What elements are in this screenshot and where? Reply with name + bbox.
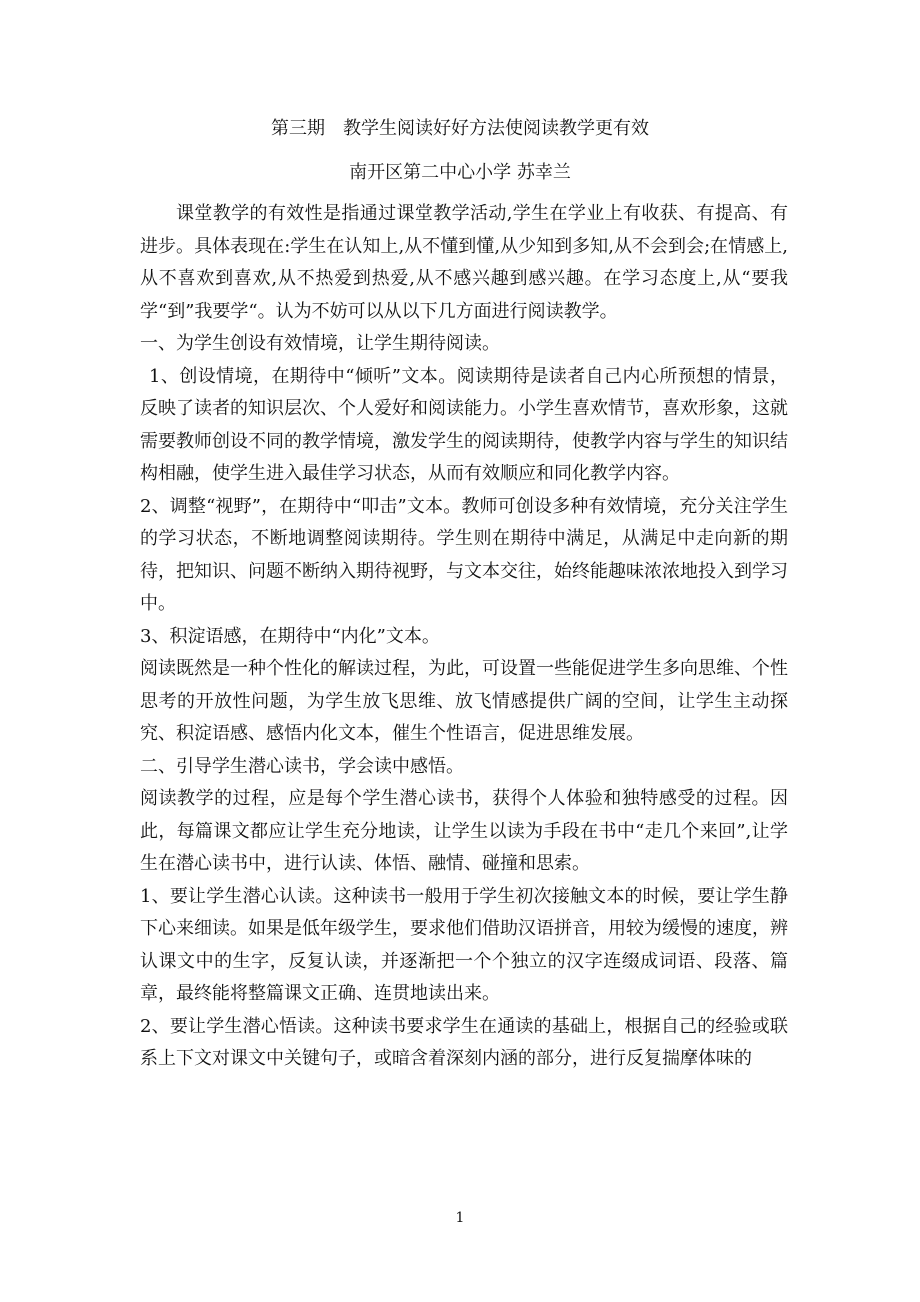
document-body [140, 198, 788, 1076]
paragraph-2-intro: 阅读教学的过程，应是每个学生潜心读书，获得个人体验和独特感受的过程。因此，每篇课文都应让学生充分地读，让学生以读为手段在书中“走几个来回”,让学生在潜心读书中，进行认读、体悟、融情、碰撞和思索。 [140, 788, 788, 874]
paragraph-2-1: 1、要让学生潜心认读。这种读书一般用于学生初次接触文本的时候，要让学生静下心来细读。如果是低年级学生，要求他们借助汉语拼音，用较为缓慢的速度，辨认课文中的生字，反复认读，并逐渐把一个个独立的汉字连缀成词语、段落、篇章，最终能将整篇课文正确、连贯地读出来。 [140, 885, 788, 1004]
paragraph-2-2: 2、要让学生潜心悟读。这种读书要求学生在通读的基础上，根据自己的经验或联系上下文对课文中关键句子，或暗含着深刻内涵的部分，进行反复揣摩体味的 [140, 1015, 788, 1069]
paragraph-1-2: 2、调整“视野”，在期待中“叩击”文本。教师可创设多种有效情境，充分关注学生的学习状态，不断地调整阅读期待。学生则在期待中满足，从满足中走向新的期待，把知识、问题不断纳入期待视野，与文本交往，始终能趣味浓浓地投入到学习中。 [140, 495, 788, 614]
paragraph-1-3-body: 阅读既然是一种个性化的解读过程，为此，可设置一些能促进学生多向思维、个性思考的开放性问题，为学生放飞思维、放飞情感提供广阔的空间，让学生主动探究、积淀语感、感悟内化文本，催生个性语言，促进思维发展。 [140, 658, 788, 744]
section-heading-1: 一、为学生创设有效情境，让学生期待阅读。 [140, 333, 500, 354]
paragraph-intro: 课堂教学的有效性是指通过课堂教学活动,学生在学业上有收获、有提高、有进步。具体表现在:学生在认知上,从不懂到懂,从少知到多知,从不会到会;在情感上,从不喜欢到喜欢,从不热爱到热爱,从不感兴趣到感兴趣。在学习态度上,从“要我学“到”我要学“。认为不妨可以从以下几方面进行阅读教学。 [140, 203, 788, 322]
document-author: 南开区第二中心小学 苏幸兰 [349, 162, 571, 183]
paragraph-1-1: 1、创设情境，在期待中“倾听”文本。阅读期待是读者自己内心所预想的情景，反映了读者的知识层次、个人爱好和阅读能力。小学生喜欢情节，喜欢形象，这就需要教师创设不同的教学情境，激发学生的阅读期待，使教学内容与学生的知识结构相融，使学生进入最佳学习状态，从而有效顺应和同化教学内容。 [140, 365, 788, 484]
document-title: 第三期 教学生阅读好好方法使阅读教学更有效 [271, 118, 649, 139]
page-number: 1 [455, 1210, 465, 1226]
paragraph-1-3: 3、积淀语感，在期待中“内化”文本。 [140, 625, 440, 647]
section-heading-2: 二、引导学生潜心读书，学会读中感悟。 [140, 755, 464, 777]
